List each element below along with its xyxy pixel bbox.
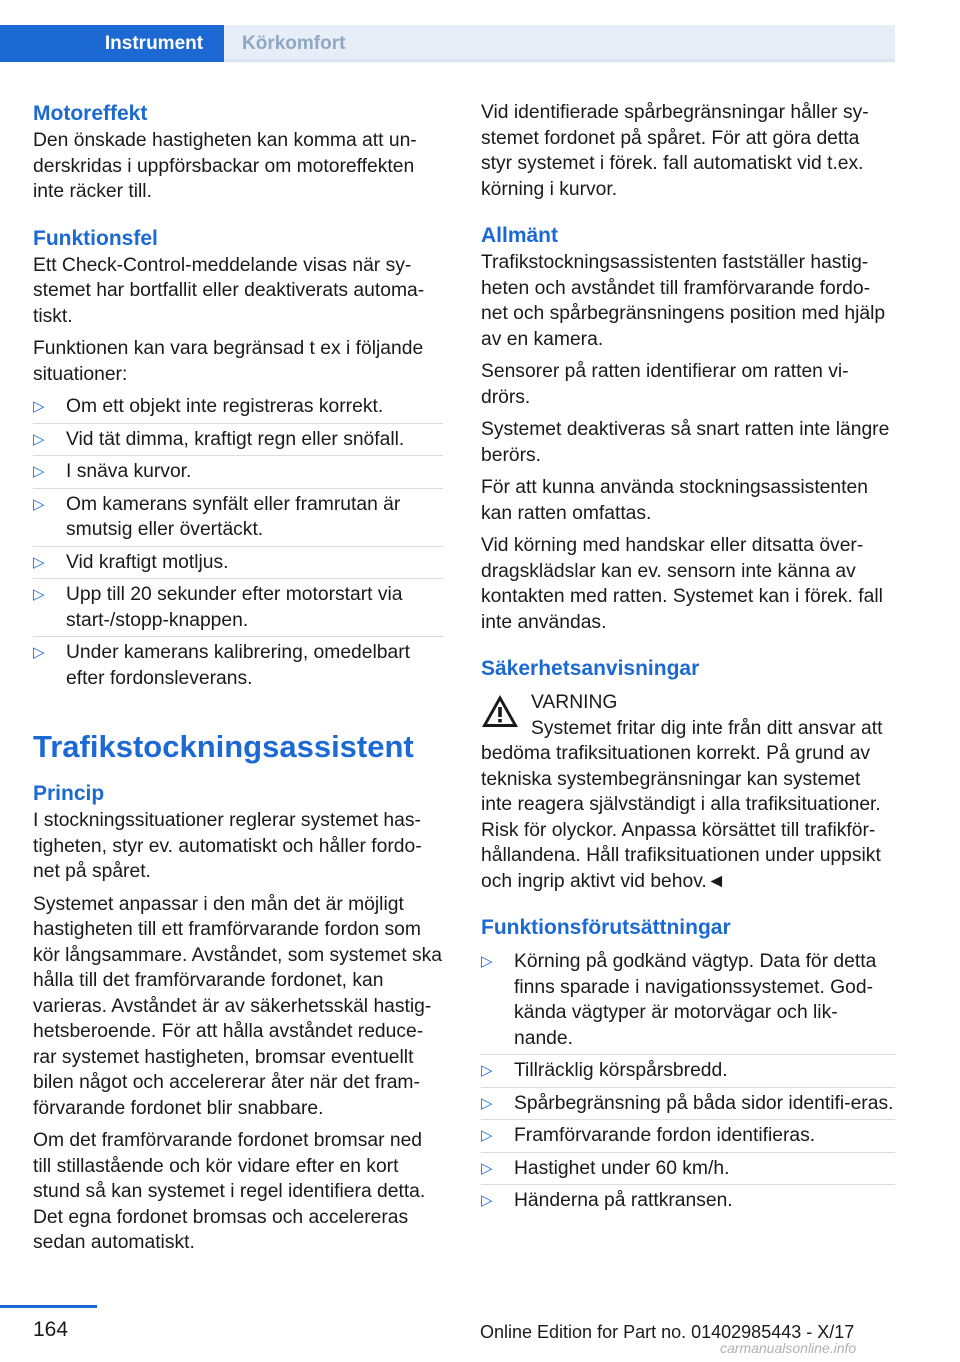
paragraph: För att kunna använda stockningsassistenten kan ratten omfattas. xyxy=(481,477,868,524)
tab-divider xyxy=(224,59,895,62)
paragraph: Trafikstockningsassistenten fastställer hastig-heten och avståndet till framförvarande fordo-net och spårbegränsningens position med hjälp av en kamera. xyxy=(481,252,886,350)
page-number-bar xyxy=(0,1305,97,1308)
warning-triangle-icon xyxy=(481,694,519,728)
paragraph: Vid identifierade spårbegränsningar håller sy-stemet fordonet på spåret. För att göra detta styr systemet i förek. fall automatiskt vid t.ex. körning i kurvor. xyxy=(481,102,869,200)
triangle-marker-icon: ▷ xyxy=(481,1192,493,1209)
heading-princip: Princip xyxy=(33,782,105,805)
paragraph: Ett Check-Control-meddelande visas när sy-stemet har bortfallit eller deaktiverats automa-tiskt. xyxy=(33,254,425,327)
page-number: 164 xyxy=(33,1318,69,1341)
footer-edition: Online Edition for Part no. 01402985443 - X/17 xyxy=(480,1322,855,1342)
triangle-marker-icon: ▷ xyxy=(481,1094,493,1112)
list-item: ▷ Körning på godkänd vägtyp. Data för detta finns sparade i navigationssystemet. God-kända vägtyper är motorvägar och lik-nande. xyxy=(481,949,895,1051)
list-item: ▷ Hastighet under 60 km/h. xyxy=(481,1156,895,1182)
triangle-marker-icon: ▷ xyxy=(33,586,45,603)
warning-text: Systemet fritar dig inte från ditt ansvar att xyxy=(531,717,883,739)
list-item: ▷ Under kamerans kalibrering, omedelbart efter fordonsleverans. xyxy=(33,642,411,689)
right-column xyxy=(481,100,895,1221)
triangle-marker-icon: ▷ xyxy=(481,1127,493,1144)
paragraph: Systemet deaktiveras så snart ratten inte längre berörs. xyxy=(481,419,890,466)
footer-watermark: carmanualsonline.info xyxy=(720,1340,857,1356)
list-item: ▷ Upp till 20 sekunder efter motorstart via start-/stopp-knappen. xyxy=(33,582,443,633)
list-item: ▷ Vid tät dimma, kraftigt regn eller snöfall. xyxy=(33,427,443,453)
list-item: ▷ Vid kraftigt motljus. xyxy=(33,550,443,576)
list-item: ▷ Tillräcklig körspårsbredd. xyxy=(481,1058,895,1084)
triangle-marker-icon: ▷ xyxy=(481,1062,493,1079)
heading-sakerhetsanvisningar: Säkerhetsanvisningar xyxy=(481,657,700,680)
tab-instrument[interactable]: Instrument xyxy=(0,25,224,62)
triangle-marker-icon: ▷ xyxy=(481,953,493,970)
paragraph: Vid körning med handskar eller ditsatta över-dragsklädslar kan ev. sensorn inte känna av kontakten med ratten. Systemet kan i förek. fall inte användas. xyxy=(481,535,883,633)
triangle-marker-icon: ▷ xyxy=(33,644,45,661)
list-item: ▷ Om ett objekt inte registreras korrekt. xyxy=(33,394,443,420)
header-tabs xyxy=(0,0,895,62)
list-item: ▷ Spårbegränsning på båda sidor identifi-eras. xyxy=(481,1091,895,1117)
triangle-marker-icon: ▷ xyxy=(33,398,45,415)
paragraph: Sensorer på ratten identifierar om ratten vi-drörs. xyxy=(481,361,849,408)
warning-label: VARNING xyxy=(531,692,618,713)
paragraph: I stockningssituationer reglerar systemet has-tigheten, styr ev. automatiskt och håller fordo-net på spåret. xyxy=(33,810,422,882)
tab-korkomfort[interactable]: Körkomfort xyxy=(224,25,895,62)
list-item: ▷ Om kamerans synfält eller framrutan är smutsig eller övertäckt. xyxy=(33,492,443,543)
heading-allmant: Allmänt xyxy=(481,224,559,247)
left-column xyxy=(33,100,443,1256)
bullet-list xyxy=(481,949,895,1214)
list-item: ▷ Framförvarande fordon identifieras. xyxy=(481,1123,895,1149)
warning-text-continued: bedöma trafiksituationen korrekt. På grund av tekniska systembegränsningar kan systemet inte reagera självständigt i alla trafiksituationer. Risk för olyckor. Anpassa körsättet till trafikför-hållandena. Håll trafiksituationen under uppsikt och ingrip aktivt vid behov.◄ xyxy=(481,743,881,892)
paragraph: Den önskade hastigheten kan komma att un-derskridas i uppförsbackar om motoreffekten inte räcker till. xyxy=(33,130,417,202)
heading-motoreffekt: Motoreffekt xyxy=(33,102,148,125)
list-item: ▷ Händerna på rattkransen. xyxy=(481,1188,895,1214)
section-title: Trafikstockningsassistent xyxy=(33,729,414,764)
paragraph: Om det framförvarande fordonet bromsar ned till stillastående och kör vidare efter en kort stund så kan systemet i regel identifiera detta. Det egna fordonet bromsas och accelereras sedan automatiskt. xyxy=(33,1130,426,1253)
paragraph: Systemet anpassar i den mån det är möjligt hastigheten till ett framförvarande fordon som kör långsammare. Avståndet, som systemet ska hålla till det framförvarande fordonet, kan varieras. Avståndet är av säkerhetsskäl hastig-hetsberoende. För att hålla avståndet reduce-rar systemet hastigheten, bromsar eventuellt bilen något och accelererar åter när det fram-förvarande fordonet blir snabbare. xyxy=(33,893,443,1119)
triangle-marker-icon: ▷ xyxy=(481,1159,493,1177)
heading-funktionsfel: Funktionsfel xyxy=(33,226,158,250)
triangle-marker-icon: ▷ xyxy=(33,495,45,513)
heading-funktionsforutsattningar: Funktionsförutsättningar xyxy=(481,916,731,939)
triangle-marker-icon: ▷ xyxy=(33,430,45,448)
triangle-marker-icon: ▷ xyxy=(33,553,45,571)
paragraph: Funktionen kan vara begränsad t ex i följande situationer: xyxy=(33,338,424,385)
triangle-marker-icon: ▷ xyxy=(33,463,45,480)
warning-block xyxy=(481,690,895,894)
bullet-list xyxy=(33,394,443,691)
list-item: ▷ I snäva kurvor. xyxy=(33,459,443,485)
